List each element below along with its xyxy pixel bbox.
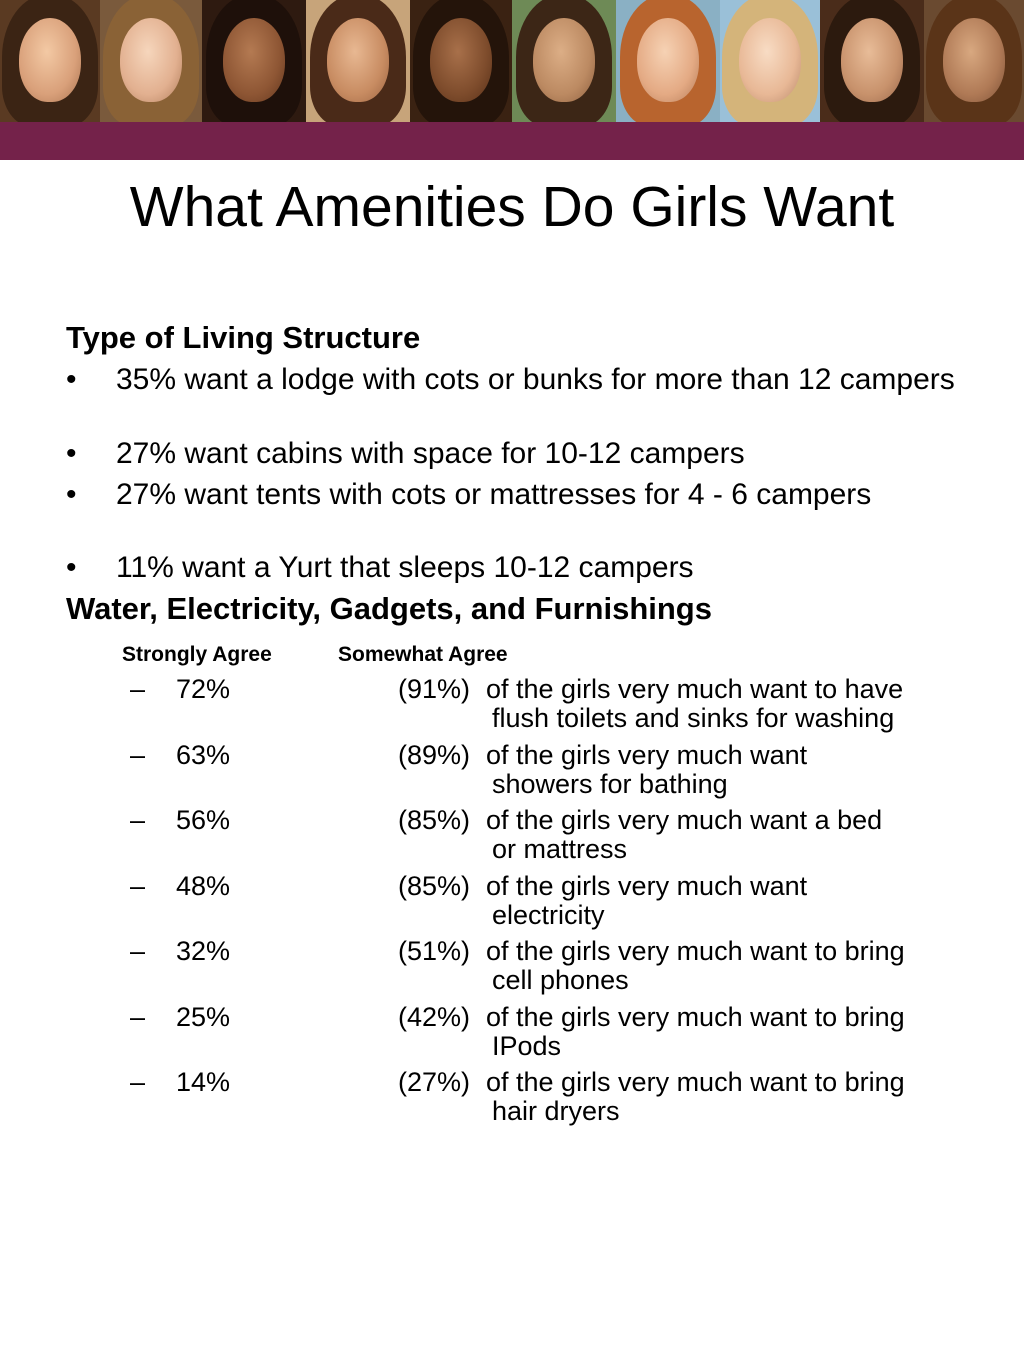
amenity-text-line1: of the girls very much want to bring: [486, 936, 905, 966]
bullet-icon: •: [66, 478, 77, 511]
girl-face-photo: [306, 0, 410, 122]
dash-icon: –: [130, 805, 146, 835]
somewhat-agree-value: (85%): [398, 871, 471, 901]
list-item-text: 27% want tents with cots or mattresses for 4 - 6 campers: [116, 478, 872, 511]
bullet-icon: •: [66, 551, 77, 584]
amenity-text-line2: cell phones: [492, 965, 629, 995]
strongly-agree-value: 25%: [176, 1002, 231, 1032]
girl-face-photo: [924, 0, 1024, 122]
dash-icon: –: [130, 674, 146, 704]
girl-face-photo: [100, 0, 202, 122]
header-color-band: [0, 122, 1024, 160]
somewhat-agree-value: (51%): [398, 936, 471, 966]
somewhat-agree-value: (27%): [398, 1067, 471, 1097]
section-heading-amenities: Water, Electricity, Gadgets, and Furnishings: [66, 591, 712, 626]
amenity-text-line2: electricity: [492, 900, 605, 930]
strongly-agree-value: 72%: [176, 674, 231, 704]
list-item-text: 11% want a Yurt that sleeps 10-12 campers: [116, 551, 694, 584]
girl-face-photo: [410, 0, 512, 122]
girl-face-photo: [720, 0, 820, 122]
somewhat-agree-value: (42%): [398, 1002, 471, 1032]
strongly-agree-value: 63%: [176, 740, 231, 770]
column-header-strongly-agree: Strongly Agree: [122, 643, 272, 666]
bullet-icon: •: [66, 437, 77, 470]
girl-face-photo: [616, 0, 720, 122]
girl-face-photo: [0, 0, 100, 122]
amenity-text-line1: of the girls very much want: [486, 871, 808, 901]
amenity-text-line1: of the girls very much want to have: [486, 674, 904, 704]
strongly-agree-value: 32%: [176, 936, 231, 966]
amenity-text-line2: flush toilets and sinks for washing: [492, 703, 895, 733]
dash-icon: –: [130, 871, 146, 901]
amenity-text-line1: of the girls very much want: [486, 740, 808, 770]
dash-icon: –: [130, 740, 146, 770]
amenity-text-line1: of the girls very much want to bring: [486, 1067, 905, 1097]
amenity-text-line2: hair dryers: [492, 1096, 620, 1126]
somewhat-agree-value: (91%): [398, 674, 471, 704]
girl-face-photo: [820, 0, 924, 122]
dash-icon: –: [130, 936, 146, 966]
list-item-text: 35% want a lodge with cots or bunks for more than 12 campers: [116, 363, 955, 396]
dash-icon: –: [130, 1002, 146, 1032]
slide-title: What Amenities Do Girls Want: [129, 175, 895, 239]
list-item-text: 27% want cabins with space for 10-12 campers: [116, 437, 745, 470]
amenity-text-line2: IPods: [492, 1031, 562, 1061]
dash-icon: –: [130, 1067, 146, 1097]
amenity-text-line1: of the girls very much want to bring: [486, 1002, 905, 1032]
amenity-text-line1: of the girls very much want a bed: [486, 805, 883, 835]
strongly-agree-value: 48%: [176, 871, 231, 901]
bullet-icon: •: [66, 363, 77, 396]
amenity-text-line2: showers for bathing: [492, 769, 728, 799]
column-header-somewhat-agree: Somewhat Agree: [338, 643, 508, 666]
strongly-agree-value: 14%: [176, 1067, 231, 1097]
girl-face-photo: [512, 0, 616, 122]
somewhat-agree-value: (89%): [398, 740, 471, 770]
amenity-text-line2: or mattress: [492, 834, 628, 864]
section-heading-living-structure: Type of Living Structure: [66, 320, 421, 355]
girl-face-photo: [202, 0, 306, 122]
strongly-agree-value: 56%: [176, 805, 231, 835]
header-photo-strip: [0, 0, 1024, 122]
somewhat-agree-value: (85%): [398, 805, 471, 835]
